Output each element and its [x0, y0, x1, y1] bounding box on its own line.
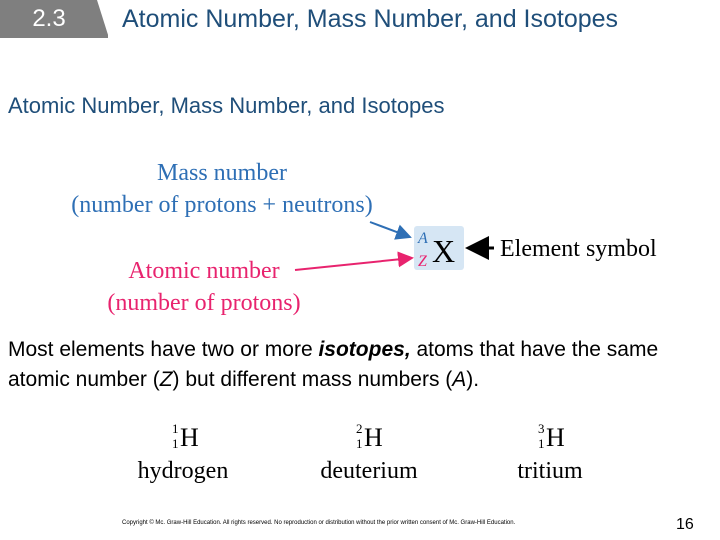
section-number-tab	[0, 0, 108, 38]
mass-number-label: Mass number	[157, 160, 287, 186]
isotopes-description	[8, 335, 708, 395]
copyright-notice: Copyright © Mc. Graw-Hill Education. All rights reserved. No reproduction or distribution without the prior written consent of Mc. Graw-Hill Education.	[122, 520, 516, 526]
slide-title: Atomic Number, Mass Number, and Isotopes	[122, 5, 619, 33]
isotope-name: tritium	[517, 458, 583, 484]
body-text-part4: ).	[466, 368, 480, 391]
symbol-atomic-subscript: Z	[418, 253, 427, 270]
isotope-tritium	[517, 421, 583, 484]
element-symbol: X	[432, 233, 456, 269]
isotope-name: hydrogen	[137, 458, 229, 484]
isotope-atomic-number: 1	[356, 436, 363, 451]
nuclide-notation-figure	[0, 150, 720, 320]
isotope-symbol: H	[546, 423, 565, 452]
body-text-part1: Most elements have two or more	[8, 338, 319, 361]
body-text-part2: atoms that have the same atomic number (	[8, 338, 659, 391]
atomic-number-symbol: Z	[159, 368, 173, 391]
section-number: 2.3	[32, 5, 66, 32]
isotopes-term: isotopes,	[318, 338, 411, 361]
isotope-mass-number: 2	[356, 421, 363, 436]
isotope-mass-number: 1	[172, 421, 179, 436]
isotope-name: deuterium	[320, 458, 418, 484]
symbol-mass-superscript: A	[418, 230, 428, 247]
hydrogen-isotopes-figure	[0, 412, 720, 492]
atomic-number-description: (number of protons)	[107, 290, 301, 316]
mass-number-description: (number of protons + neutrons)	[71, 192, 373, 218]
mass-number-arrow	[370, 222, 410, 237]
isotope-deuterium	[320, 421, 418, 484]
isotope-symbol: H	[364, 423, 383, 452]
isotope-atomic-number: 1	[538, 436, 545, 451]
isotope-hydrogen	[138, 421, 229, 484]
atomic-number-arrow	[295, 258, 412, 270]
isotope-symbol: H	[180, 423, 199, 452]
element-symbol-label: Element symbol	[500, 236, 657, 262]
page-number: 16	[676, 516, 694, 533]
body-text-part3: ) but different mass numbers (	[172, 368, 453, 391]
slide-subtitle: Atomic Number, Mass Number, and Isotopes	[8, 93, 445, 118]
isotope-atomic-number: 1	[172, 436, 179, 451]
isotope-mass-number: 3	[538, 421, 545, 436]
atomic-number-label: Atomic number	[128, 258, 280, 284]
mass-number-symbol: A	[452, 368, 467, 391]
